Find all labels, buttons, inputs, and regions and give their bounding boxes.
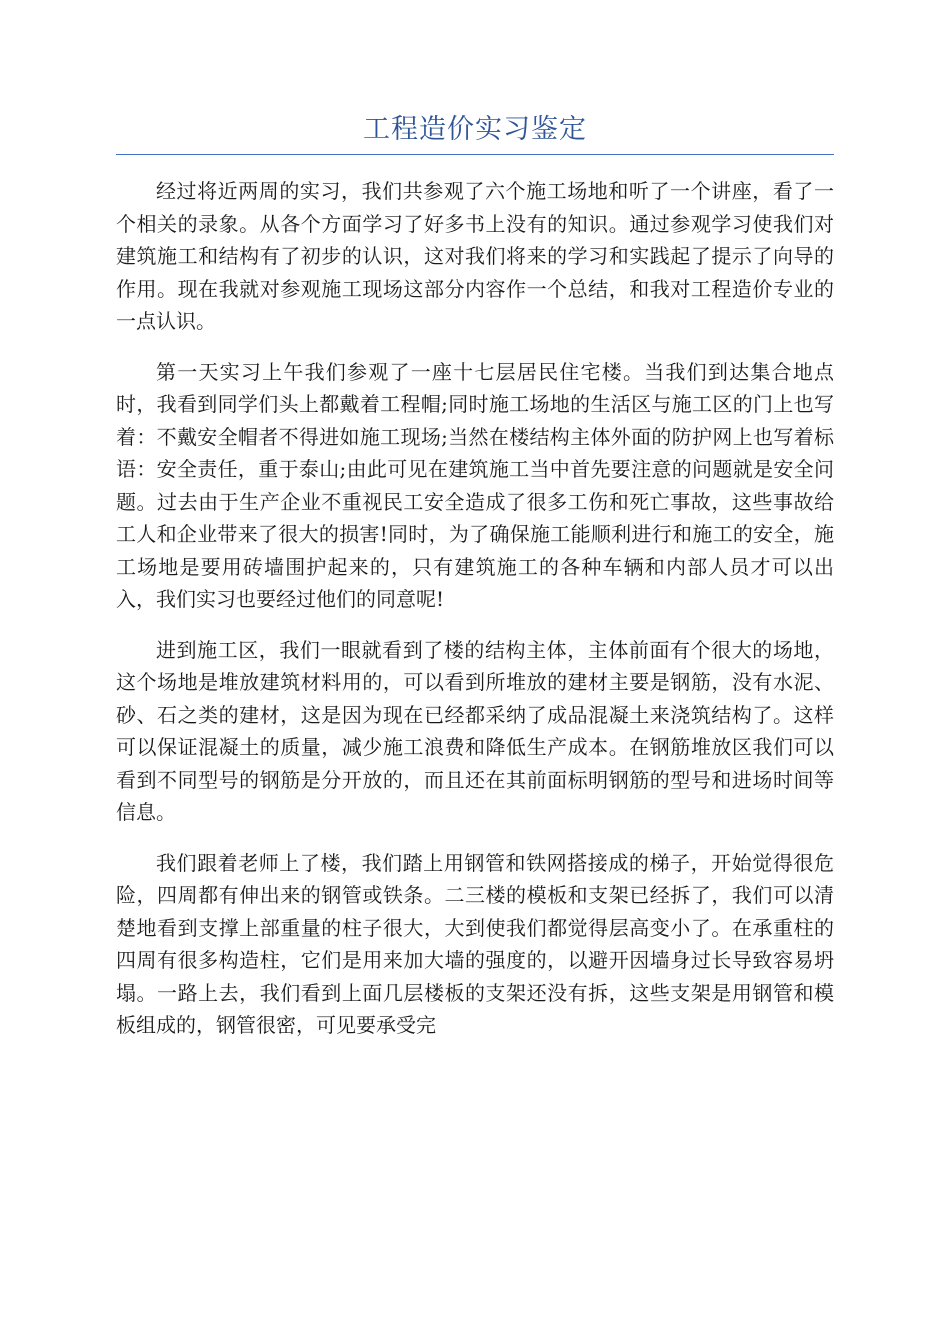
paragraph-3: 进到施工区，我们一眼就看到了楼的结构主体，主体前面有个很大的场地，这个场地是堆放建筑材料用的，可以看到所堆放的建材主要是钢筋，没有水泥、砂、石之类的建材，这是因为现在已经都采纳了成品混凝土来浇筑结构了。这样可以保证混凝土的质量，减少施工浪费和降低生产成本。在钢筋堆放区我们可以看到不同型号的钢筋是分开放的，而且还在其前面标明钢筋的型号和进场时间等信息。: [116, 637, 834, 824]
paragraph-4: 我们跟着老师上了楼，我们踏上用钢管和铁网搭接成的梯子，开始觉得很危险，四周都有伸出来的钢管或铁条。二三楼的模板和支架已经拆了，我们可以清楚地看到支撑上部重量的柱子很大，大到使我们都觉得层高变小了。在承重柱的四周有很多构造柱，它们是用来加大墙的强度的，以避开因墙身过长导致容易坍塌。一路上去，我们看到上面几层楼板的支架还没有拆，这些支架是用钢管和模板组成的，钢管很密，可见要承受完: [116, 850, 834, 1037]
title-underline: [116, 154, 834, 155]
document-body: [116, 175, 834, 1060]
document-title: 工程造价实习鉴定: [363, 114, 587, 145]
paragraph-2: 第一天实习上午我们参观了一座十七层居民住宅楼。当我们到达集合地点时，我看到同学们头上都戴着工程帽;同时施工场地的生活区与施工区的门上也写着：不戴安全帽者不得进如施工现场;当然在楼结构主体外面的防护网上也写着标语：安全责任，重于泰山;由此可见在建筑施工当中首先要注意的问题就是安全问题。过去由于生产企业不重视民工安全造成了很多工伤和死亡事故，这些事故给工人和企业带来了很大的损害!同时，为了确保施工能顺利进行和施工的安全，施工场地是要用砖墙围护起来的，只有建筑施工的各种车辆和内部人员才可以出入，我们实习也要经过他们的同意呢!: [116, 359, 834, 611]
paragraph-1: 经过将近两周的实习，我们共参观了六个施工场地和听了一个讲座，看了一个相关的录象。从各个方面学习了好多书上没有的知识。通过参观学习使我们对建筑施工和结构有了初步的认识，这对我们将来的学习和实践起了提示了向导的作用。现在我就对参观施工现场这部分内容作一个总结，和我对工程造价专业的一点认识。: [116, 179, 834, 333]
